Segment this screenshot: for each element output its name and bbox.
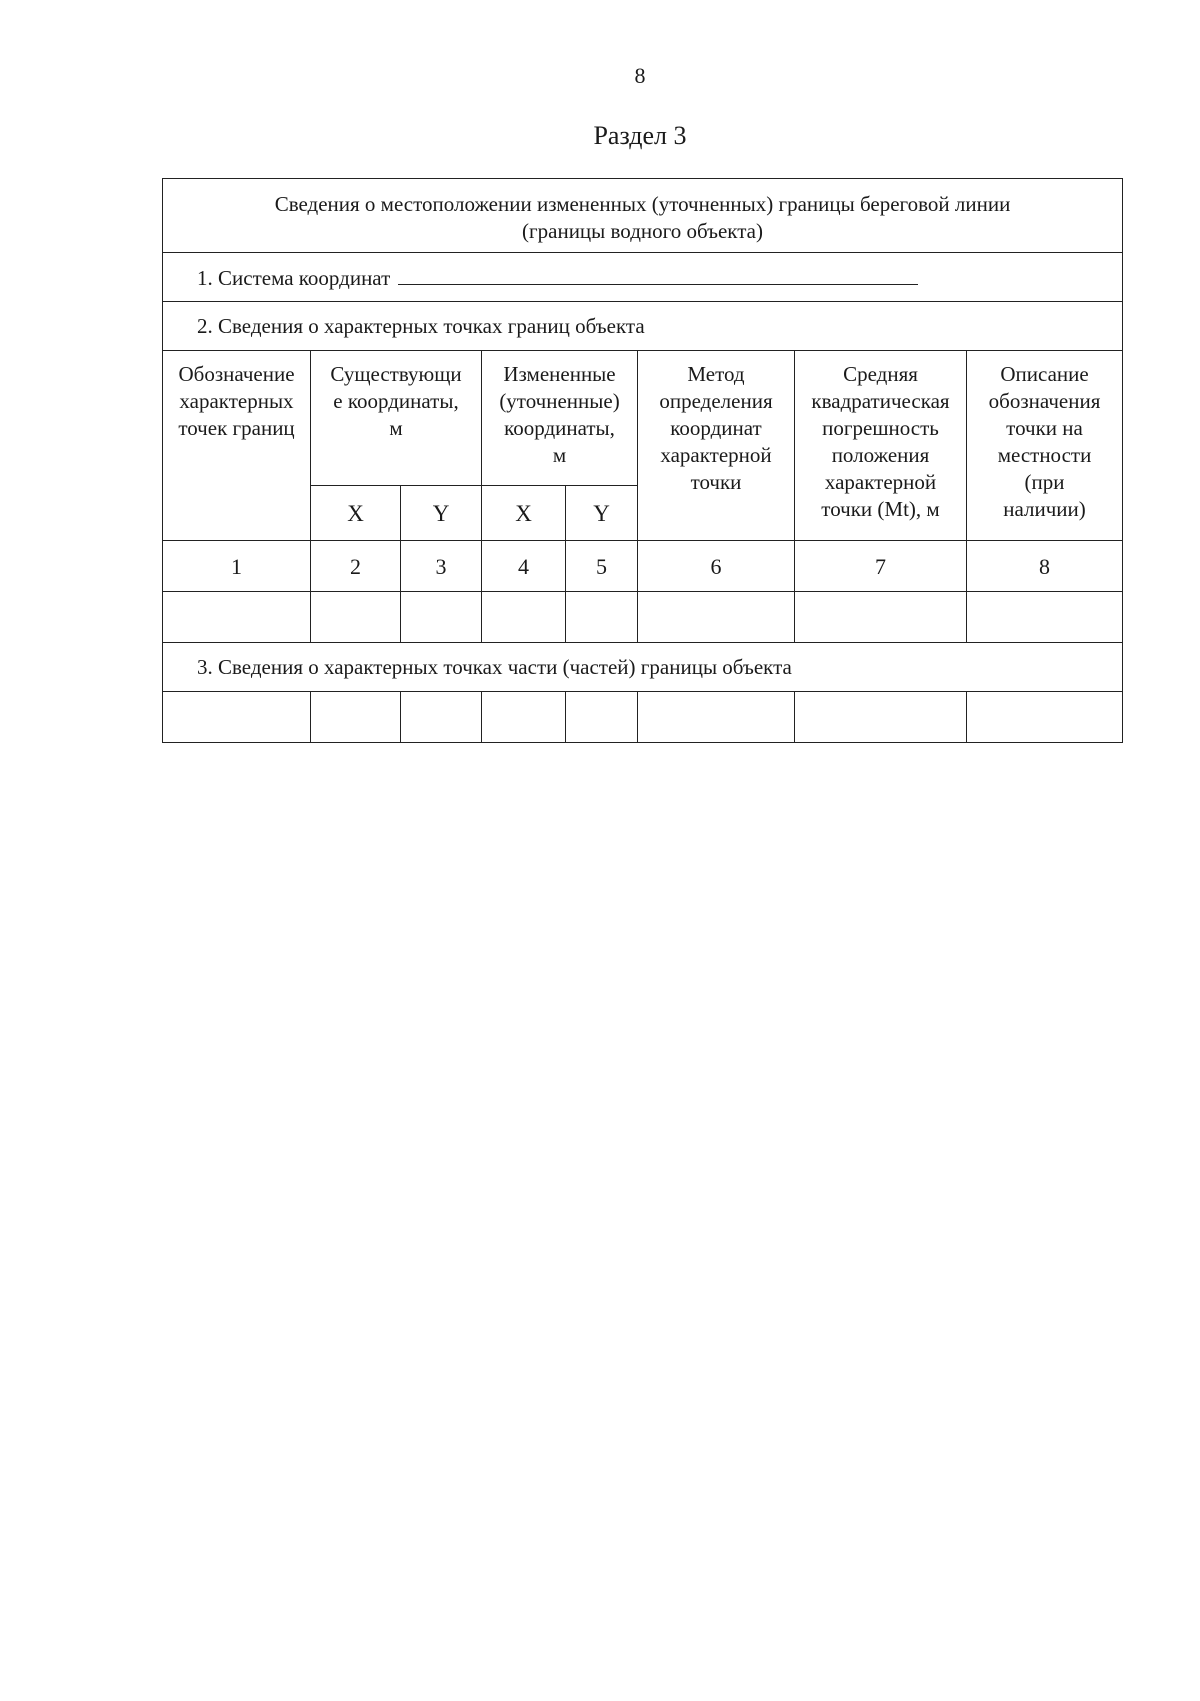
- empty-cell: [795, 692, 967, 743]
- empty-cell: [311, 692, 401, 743]
- column-number: 5: [566, 541, 638, 592]
- header-point-description: Описание обозначения точки на местности (при наличии): [967, 351, 1123, 541]
- coordinate-system-row: [163, 253, 1123, 302]
- empty-cell: [566, 592, 638, 643]
- coordinate-system-cell: [163, 253, 1123, 302]
- empty-cell: [638, 692, 795, 743]
- column-number: 2: [311, 541, 401, 592]
- coordinate-system-label: 1. Система координат: [197, 266, 391, 290]
- sub-header-changed-x: X: [482, 486, 566, 541]
- parts-section-label: 3. Сведения о характерных точках части (частей) границы объекта: [163, 643, 1123, 692]
- empty-cell: [795, 592, 967, 643]
- header-determination-method: Метод определения координат характерной точки: [638, 351, 795, 541]
- empty-cell: [638, 592, 795, 643]
- empty-cell: [482, 692, 566, 743]
- empty-cell: [163, 592, 311, 643]
- points-section-label: 2. Сведения о характерных точках границ объекта: [163, 302, 1123, 351]
- parts-section-row: [163, 643, 1123, 692]
- column-number: 7: [795, 541, 967, 592]
- empty-cell: [163, 692, 311, 743]
- sub-header-existing-y: Y: [401, 486, 482, 541]
- points-section-row: [163, 302, 1123, 351]
- column-number: 6: [638, 541, 795, 592]
- column-number: 4: [482, 541, 566, 592]
- coordinate-system-blank-line: [398, 262, 918, 285]
- empty-cell: [401, 692, 482, 743]
- caption-line-2: (границы водного объекта): [522, 219, 763, 243]
- parts-empty-row: [163, 692, 1123, 743]
- column-number: 1: [163, 541, 311, 592]
- caption-line-1: Сведения о местоположении измененных (уточненных) границы береговой линии: [274, 192, 1011, 216]
- header-point-designation: Обозначение характерных точек границ: [163, 351, 311, 541]
- section-title: Раздел 3: [593, 121, 687, 150]
- empty-cell: [311, 592, 401, 643]
- column-number: 8: [967, 541, 1123, 592]
- header-mean-square-error: Средняя квадратическая погрешность положения характерной точки (Mt), м: [795, 351, 967, 541]
- empty-cell: [566, 692, 638, 743]
- empty-cell: [967, 692, 1123, 743]
- column-numbers-row: [163, 541, 1123, 592]
- points-empty-row: [163, 592, 1123, 643]
- table-caption-row: [163, 179, 1123, 253]
- header-row: [163, 351, 1123, 486]
- empty-cell: [967, 592, 1123, 643]
- sub-header-changed-y: Y: [566, 486, 638, 541]
- empty-cell: [482, 592, 566, 643]
- empty-cell: [401, 592, 482, 643]
- boundary-info-table: [162, 178, 1123, 743]
- header-existing-coordinates: Существующи е координаты, м: [311, 351, 482, 486]
- sub-header-existing-x: X: [311, 486, 401, 541]
- table-caption: [163, 179, 1123, 253]
- header-changed-coordinates: Измененные (уточненные) координаты, м: [482, 351, 638, 486]
- page-number: 8: [634, 63, 646, 88]
- column-number: 3: [401, 541, 482, 592]
